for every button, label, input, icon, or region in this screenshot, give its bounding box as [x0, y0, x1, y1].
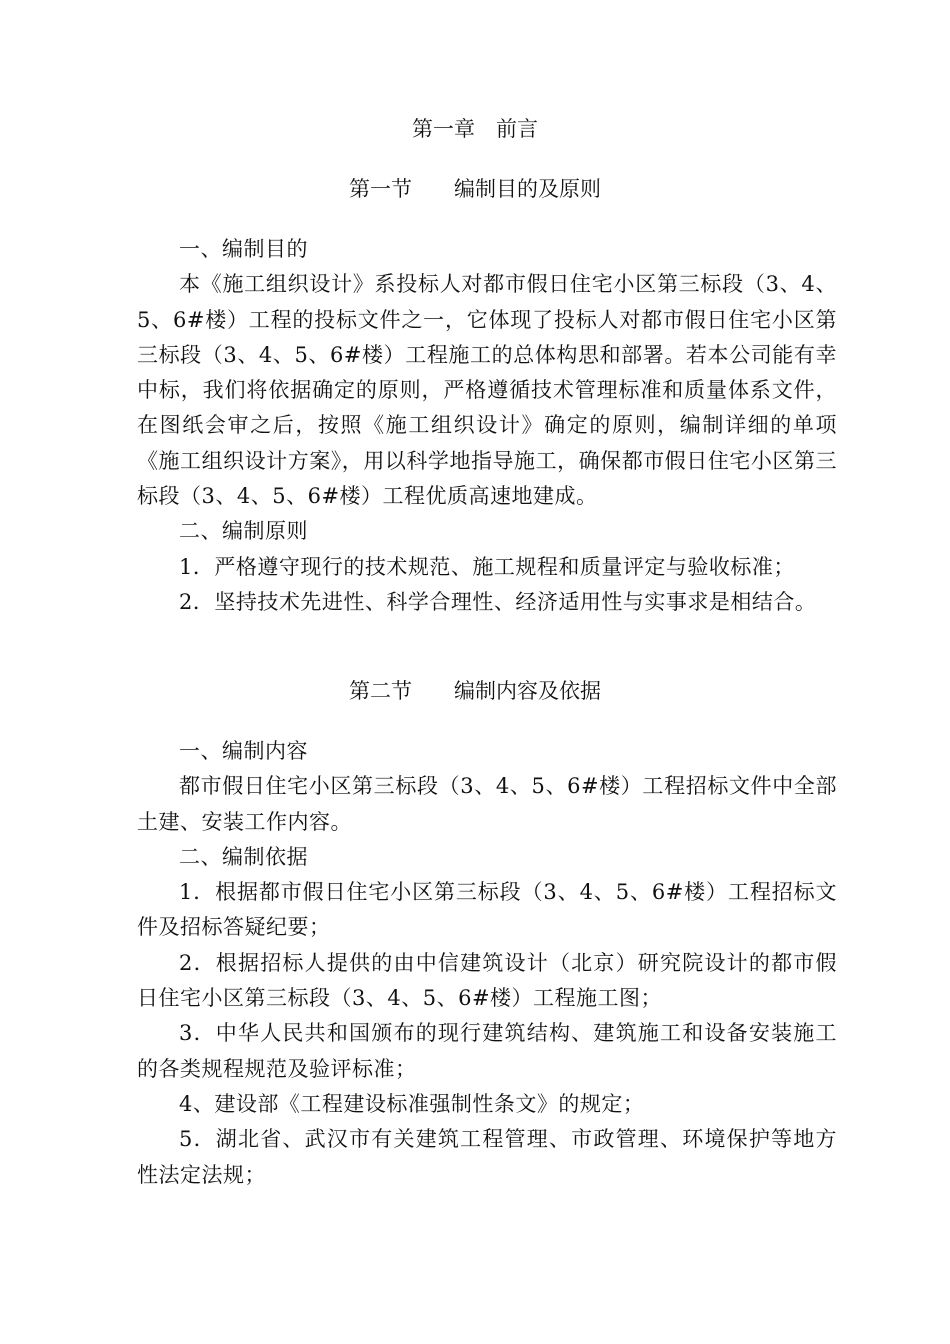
list-item: 1．严格遵守现行的技术规范、施工规程和质量评定与验收标准；	[179, 554, 795, 579]
list-item: 1．根据都市假日住宅小区第三标段（3、4、5、6#楼）工程招标文件及招标答疑纪要；	[137, 880, 837, 940]
section-2-title: 第二节 编制内容及依据	[349, 679, 601, 703]
list-item: 3．中华人民共和国颁布的现行建筑结构、建筑施工和设备安装施工的各类规程规范及验评标准；	[137, 1021, 837, 1081]
paragraph-content: 都市假日住宅小区第三标段（3、4、5、6#楼）工程招标文件中全部土建、安装工作内容。	[137, 774, 837, 834]
subheading-basis: 二、编制依据	[179, 844, 308, 869]
subheading-principles: 二、编制原则	[179, 519, 308, 544]
list-item: 2．根据招标人提供的由中信建筑设计（北京）研究院设计的都市假日住宅小区第三标段（3、4、5、6#楼）工程施工图；	[137, 950, 837, 1011]
list-item: 4、建设部《工程建设标准强制性条文》的规定；	[179, 1091, 645, 1116]
list-item: 5．湖北省、武汉市有关建筑工程管理、市政管理、环境保护等地方性法定法规；	[137, 1127, 837, 1187]
chapter-title: 第一章 前言	[412, 117, 538, 141]
paragraph-purpose: 本《施工组织设计》系投标人对都市假日住宅小区第三标段（3、4、5、6#楼）工程的投标文件之一，它体现了投标人对都市假日住宅小区第三标段（3、4、5、6#楼）工程施工的总体构思和部署。若本公司能有幸中标，我们将依据确定的原则，严格遵循技术管理标准和质量体系文件，在图纸会审之后，按照《施工组织设计》确定的原则，编制详细的单项《施工组织设计方案》，用以科学地指导施工，确保都市假日住宅小区第三标段（3、4、5、6#楼）工程优质高速地建成。	[137, 272, 837, 509]
section-1-body	[137, 232, 837, 620]
section-2-body	[137, 734, 837, 1193]
list-item: 2．坚持技术先进性、科学合理性、经济适用性与实事求是相结合。	[179, 589, 817, 614]
subheading-purpose: 一、编制目的	[179, 237, 308, 261]
subheading-content: 一、编制内容	[179, 739, 308, 763]
section-1-title: 第一节 编制目的及原则	[349, 177, 601, 201]
